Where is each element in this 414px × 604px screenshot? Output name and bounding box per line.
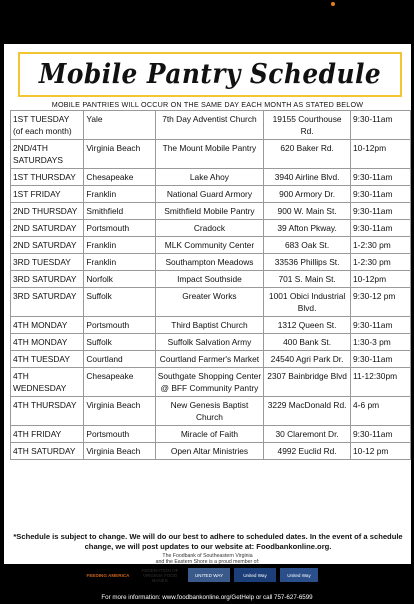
day-cell: 4TH MONDAY (11, 317, 84, 334)
time-cell: 9:30-11am (351, 186, 411, 203)
table-row (11, 220, 411, 237)
address-cell: 24540 Agri Park Dr. (264, 351, 351, 368)
city-cell: Courtland (84, 351, 155, 368)
city-cell: Franklin (84, 254, 155, 271)
day-cell: 4TH TUESDAY (11, 351, 84, 368)
table-row (11, 271, 411, 288)
time-cell: 10-12 pm (351, 443, 411, 460)
site-cell: Impact Southside (155, 271, 264, 288)
city-cell: Franklin (84, 237, 155, 254)
address-cell: 30 Claremont Dr. (264, 426, 351, 443)
city-cell: Portsmouth (84, 220, 155, 237)
site-cell: National Guard Armory (155, 186, 264, 203)
address-cell: 900 W. Main St. (264, 203, 351, 220)
time-cell: 9:30-11am (351, 220, 411, 237)
site-cell: Southgate Shopping Center @ BFF Community Pantry (155, 368, 264, 397)
federation-logo: FEDERATION OF VIRGINIA FOOD BANKS (141, 567, 179, 583)
city-cell: Franklin (84, 186, 155, 203)
time-cell: 1:30-3 pm (351, 334, 411, 351)
table-row (11, 426, 411, 443)
day-cell: 1ST FRIDAY (11, 186, 84, 203)
time-cell: 1-2:30 pm (351, 254, 411, 271)
address-cell: 4992 Euclid Rd. (264, 443, 351, 460)
address-cell: 3229 MacDonald Rd. (264, 397, 351, 426)
day-cell: 3RD TUESDAY (11, 254, 84, 271)
top-bar (0, 0, 414, 44)
table-row (11, 169, 411, 186)
address-cell: 900 Armory Dr. (264, 186, 351, 203)
address-cell: 19155 Courthouse Rd. (264, 111, 351, 140)
site-cell: Miracle of Faith (155, 426, 264, 443)
day-cell: 2ND THURSDAY (11, 203, 84, 220)
city-cell: Virginia Beach (84, 140, 155, 169)
time-cell: 10-12pm (351, 140, 411, 169)
schedule-table (10, 110, 411, 460)
address-cell: 400 Bank St. (264, 334, 351, 351)
page-title: Mobile Pantry Schedule (38, 59, 382, 90)
table-row (11, 254, 411, 271)
united-way-logo-2: United Way (234, 568, 276, 582)
city-cell: Chesapeake (84, 368, 155, 397)
time-cell: 9:30-11am (351, 317, 411, 334)
day-cell: 4TH SATURDAY (11, 443, 84, 460)
table-row (11, 351, 411, 368)
time-cell: 9:30-11am (351, 351, 411, 368)
united-way-logo-3: United Way (280, 568, 318, 582)
table-row (11, 368, 411, 397)
partner-logos (84, 566, 344, 584)
site-cell: Lake Ahoy (155, 169, 264, 186)
day-cell: 4TH MONDAY (11, 334, 84, 351)
site-cell: Courtland Farmer's Market (155, 351, 264, 368)
city-cell: Smithfield (84, 203, 155, 220)
city-cell: Suffolk (84, 288, 155, 317)
site-cell: The Mount Mobile Pantry (155, 140, 264, 169)
time-cell: 9:30-12 pm (351, 288, 411, 317)
day-cell: 2ND/4TH SATURDAYS (11, 140, 84, 169)
time-cell: 10-12pm (351, 271, 411, 288)
table-row (11, 317, 411, 334)
table-row (11, 140, 411, 169)
city-cell: Virginia Beach (84, 443, 155, 460)
site-cell: New Genesis Baptist Church (155, 397, 264, 426)
address-cell: 33536 Phillips St. (264, 254, 351, 271)
site-cell: Smithfield Mobile Pantry (155, 203, 264, 220)
time-cell: 9:30-11am (351, 203, 411, 220)
table-row (11, 237, 411, 254)
city-cell: Portsmouth (84, 426, 155, 443)
site-cell: Greater Works (155, 288, 264, 317)
site-cell: Open Altar Ministries (155, 443, 264, 460)
day-cell: 4TH WEDNESDAY (11, 368, 84, 397)
time-cell: 9:30-11am (351, 169, 411, 186)
city-cell: Portsmouth (84, 317, 155, 334)
table-row (11, 111, 411, 140)
feeding-america-logo: FEEDING AMERICA (86, 572, 130, 578)
time-cell: 9:30-11am (351, 426, 411, 443)
time-cell: 11-12:30pm (351, 368, 411, 397)
address-cell: 701 S. Main St. (264, 271, 351, 288)
day-cell: 1ST TUESDAY (of each month) (11, 111, 84, 140)
site-cell: MLK Community Center (155, 237, 264, 254)
table-row (11, 203, 411, 220)
address-cell: 620 Baker Rd. (264, 140, 351, 169)
schedule-flyer (4, 44, 411, 601)
schedule-note: *Schedule is subject to change. We will do our best to adhere to scheduled dates. In the event of a schedule change, we will post updates to our website at: Foodbankonline.org. (13, 532, 403, 551)
table-row (11, 334, 411, 351)
site-cell: Cradock (155, 220, 264, 237)
day-cell: 3RD SATURDAY (11, 271, 84, 288)
city-cell: Norfolk (84, 271, 155, 288)
address-cell: 3940 Airline Blvd. (264, 169, 351, 186)
address-cell: 1001 Obici Industrial Blvd. (264, 288, 351, 317)
address-cell: 683 Oak St. (264, 237, 351, 254)
address-cell: 1312 Queen St. (264, 317, 351, 334)
footer-bar: For more information: www.foodbankonline.org/GetHelp or call 757-627-6599 (22, 590, 392, 604)
table-row (11, 288, 411, 317)
city-cell: Suffolk (84, 334, 155, 351)
day-cell: 2ND SATURDAY (11, 220, 84, 237)
site-cell: Southampton Meadows (155, 254, 264, 271)
title-box (18, 52, 402, 97)
united-way-logo-1: UNITED WAY (188, 568, 230, 582)
day-cell: 4TH FRIDAY (11, 426, 84, 443)
day-cell: 2ND SATURDAY (11, 237, 84, 254)
member-line: The Foodbank of Southeastern Virginia and the Eastern Shore is a proud member of: (155, 553, 260, 565)
day-cell: 3RD SATURDAY (11, 288, 84, 317)
address-cell: 2307 Bainbridge Blvd (264, 368, 351, 397)
day-cell: 1ST THURSDAY (11, 169, 84, 186)
status-dot (331, 2, 335, 6)
city-cell: Yale (84, 111, 155, 140)
table-row (11, 443, 411, 460)
site-cell: 7th Day Adventist Church (155, 111, 264, 140)
time-cell: 1-2:30 pm (351, 237, 411, 254)
site-cell: Suffolk Salvation Army (155, 334, 264, 351)
city-cell: Virginia Beach (84, 397, 155, 426)
time-cell: 9:30-11am (351, 111, 411, 140)
subtitle: MOBILE PANTRIES WILL OCCUR ON THE SAME DAY EACH MONTH AS STATED BELOW (51, 100, 364, 109)
address-cell: 39 Afton Pkway. (264, 220, 351, 237)
city-cell: Chesapeake (84, 169, 155, 186)
day-cell: 4TH THURSDAY (11, 397, 84, 426)
table-row (11, 397, 411, 426)
table-row (11, 186, 411, 203)
time-cell: 4-6 pm (351, 397, 411, 426)
site-cell: Third Baptist Church (155, 317, 264, 334)
